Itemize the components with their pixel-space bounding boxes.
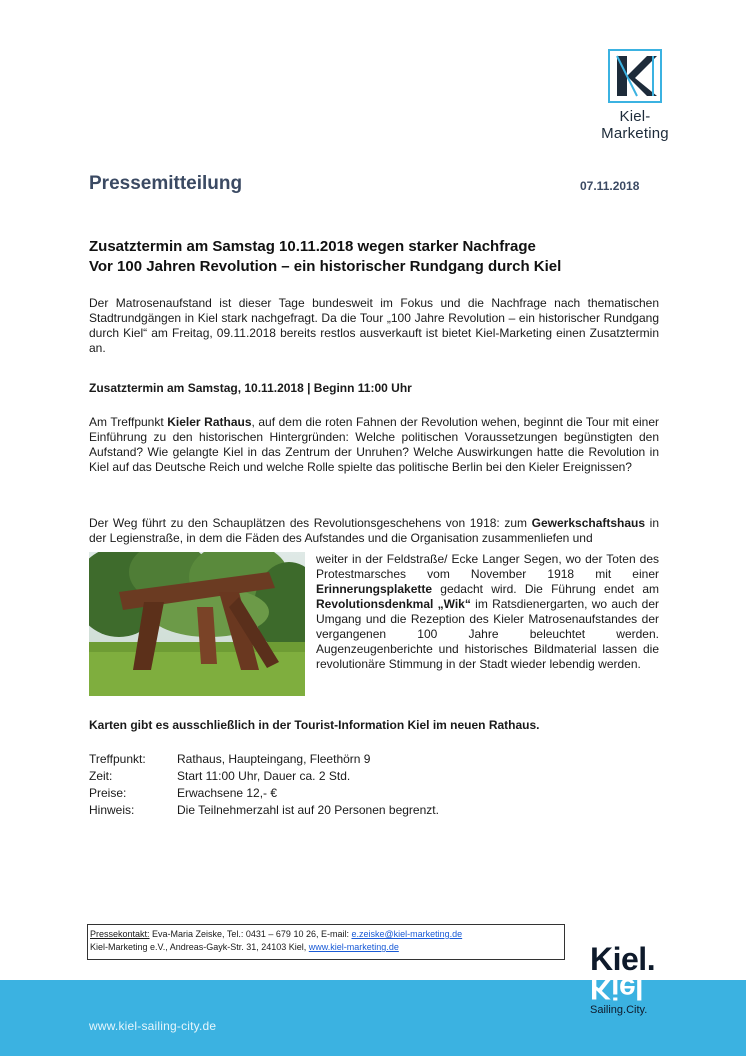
route-paragraph-continued: weiter in der Feldstraße/ Ecke Langer Segen, wo der Toten des Protestmarsches vom November 1918 mit einer Erinnerungsplakette gedacht wird. Die Führung endet am Revolutionsdenkmal „Wik“ im Ratsdienergarten, wo auch der Umgang und die Rezeption des Kieler Matrosenaufstandes der vergangenen 100 Jahre beleuchtet werden. Augenzeugenberichte und historisches Bildmaterial lassen die revolutionäre Stimmung in der Stadt wieder lebendig werden. xyxy=(316,552,660,671)
event-details xyxy=(89,751,439,819)
headline-line-2: Vor 100 Jahren Revolution – ein historischer Rundgang durch Kiel xyxy=(89,258,562,275)
detail-row: Treffpunkt: Rathaus, Haupteingang, Fleethörn 9 xyxy=(89,752,371,766)
press-release-date: 07.11.2018 xyxy=(580,179,640,193)
meeting-point-bold: Kieler Rathaus xyxy=(167,415,252,429)
press-contact-label: Pressekontakt: xyxy=(90,929,150,939)
kiel-sailing-city-logo xyxy=(590,941,680,1016)
email-link[interactable]: e.zeiske@kiel-marketing.de xyxy=(351,929,463,939)
route-paragraph: Der Weg führt zu den Schauplätzen des Revolutionsgeschehens von 1918: zum Gewerkschaftshaus in der Legienstraße, in dem die Fäden des Aufstandes und die Organisation zusammenliefen und xyxy=(89,516,659,545)
headline xyxy=(89,237,669,277)
plaque-bold: Erinnerungsplakette xyxy=(316,582,433,596)
press-contact-box: Pressekontakt: Eva-Maria Zeiske, Tel.: 0431 – 679 10 26, E-mail: e.zeiske@kiel-marketing.de Kiel-Marketing e.V., Andreas-Gayk-Str. 31, 24103 Kiel, www.kiel-marketing.de xyxy=(87,924,565,960)
union-house-bold: Gewerkschaftshaus xyxy=(531,516,646,530)
kiel-logo-mirror: Kiel xyxy=(590,972,644,1005)
detail-row: Hinweis: Die Teilnehmerzahl ist auf 20 Personen begrenzt. xyxy=(89,803,439,817)
press-release-heading: Pressemitteilung xyxy=(89,173,243,194)
intro-paragraph: Der Matrosenaufstand ist dieser Tage bundesweit im Fokus und die Nachfrage nach thematischen Stadtrundgängen in Kiel stark nachgefragt. Da die Tour „100 Jahre Revolution – ein historischer Rundgang durch Kiel“ am Freitag, 09.11.2018 bereits restlos ausverkauft ist bietet Kiel-Marketing einen Zusatztermin an. xyxy=(89,296,659,355)
monument-bold: Revolutionsdenkmal „Wik“ xyxy=(316,597,471,611)
brand-name: Kiel-Marketing xyxy=(601,108,669,142)
event-subheading: Zusatztermin am Samstag, 10.11.2018 | Beginn 11:00 Uhr xyxy=(89,381,412,395)
monument-photo xyxy=(89,552,305,696)
kiel-slogan: Sailing.City. xyxy=(590,1004,648,1016)
tickets-note: Karten gibt es ausschließlich in der Tourist-Information Kiel im neuen Rathaus. xyxy=(89,718,540,732)
detail-row: Preise: Erwachsene 12,- € xyxy=(89,786,278,800)
headline-line-1: Zusatztermin am Samstag 10.11.2018 wegen starker Nachfrage xyxy=(89,238,536,255)
website-link[interactable]: www.kiel-marketing.de xyxy=(308,942,399,952)
detail-row: Zeit: Start 11:00 Uhr, Dauer ca. 2 Std. xyxy=(89,769,351,783)
kiel-marketing-logo xyxy=(590,48,680,142)
kiel-logo-word: Kiel. xyxy=(590,941,656,977)
k-logo-icon xyxy=(607,48,663,104)
tour-paragraph: Am Treffpunkt Kieler Rathaus, auf dem die roten Fahnen der Revolution wehen, beginnt die Tour mit einer Einführung zu den historischen Hintergründen: Welche politischen Voraussetzungen begünstigten den Aufstand? Wie gelangte Kiel in das Zentrum der Unruhen? Welche Auswirkungen hatte die Revolution in Kiel auf das Deutsche Reich und welche Rolle spielte das politische Berlin bei den Kieler Ereignissen? xyxy=(89,415,660,474)
footer-url[interactable]: www.kiel-sailing-city.de xyxy=(89,1019,217,1033)
